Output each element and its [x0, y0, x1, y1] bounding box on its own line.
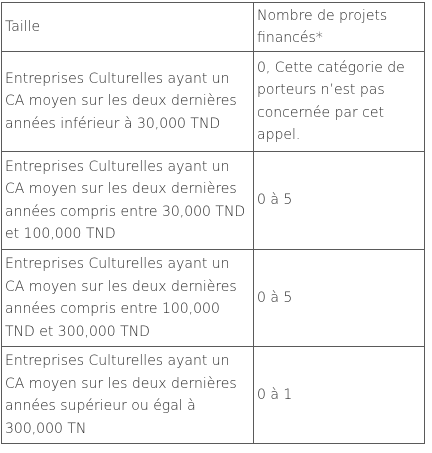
funding-table	[1, 2, 425, 444]
table-row	[2, 250, 425, 347]
size-cell: Entreprises Culturelles ayant un CA moyen sur les deux dernières années supérieur ou égal à 300,000 TN	[2, 347, 254, 444]
projects-cell: 0 à 5	[254, 250, 425, 347]
projects-cell: 0 à 5	[254, 152, 425, 250]
projects-cell: 0 à 1	[254, 347, 425, 444]
header-size: Taille	[2, 3, 254, 52]
funding-table-container	[1, 2, 424, 444]
size-cell: Entreprises Culturelles ayant un CA moyen sur les deux dernières années compris entre 100,000 TND et 300,000 TND	[2, 250, 254, 347]
projects-cell: 0, Cette catégorie de porteurs n’est pas concernée par cet appel.	[254, 52, 425, 152]
table-row	[2, 152, 425, 250]
table-header-row	[2, 3, 425, 52]
size-cell: Entreprises Culturelles ayant un CA moyen sur les deux dernières années inférieur à 30,000 TND	[2, 52, 254, 152]
table-row	[2, 52, 425, 152]
size-cell: Entreprises Culturelles ayant un CA moyen sur les deux dernières années compris entre 30,000 TND et 100,000 TND	[2, 152, 254, 250]
header-projects: Nombre de projets financés*	[254, 3, 425, 52]
table-row	[2, 347, 425, 444]
